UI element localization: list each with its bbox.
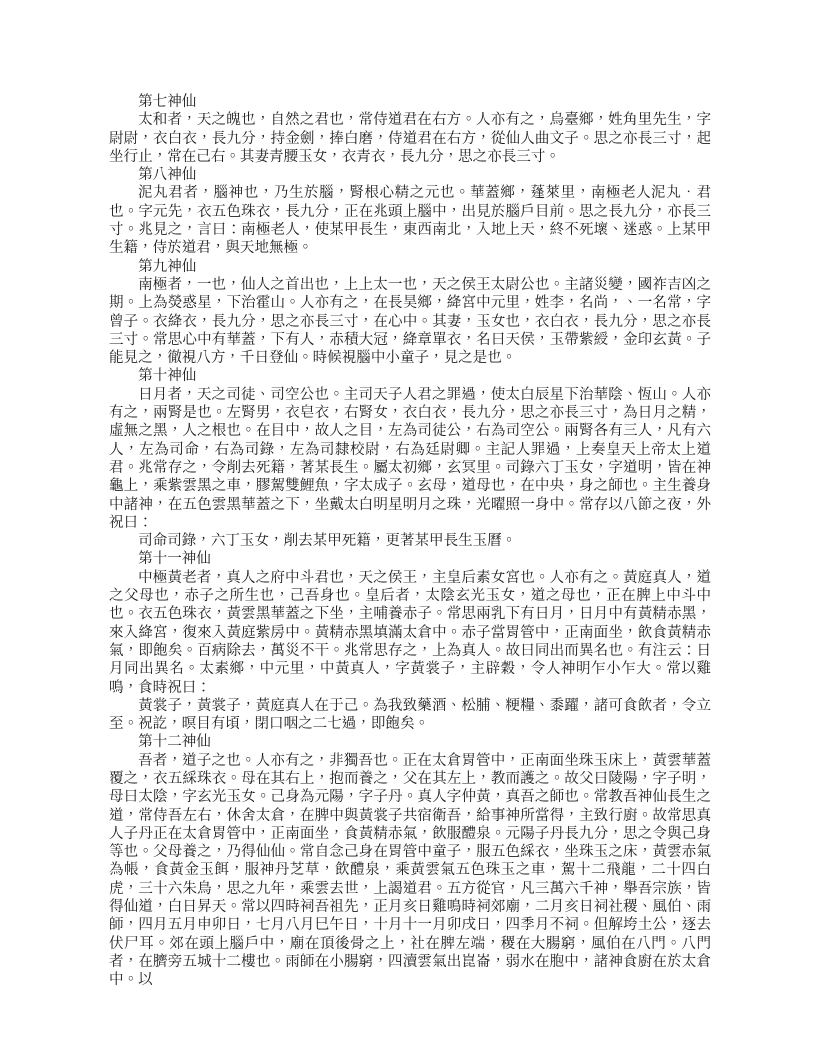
section-heading: 第八神仙 [138,167,197,184]
section-heading: 第七神仙 [138,94,197,110]
paragraph: 泥丸君者，腦神也，乃生於腦，腎根心精之元也。華蓋鄉，蓬萊里，南極老人泥丸．君也。字元先，衣五色珠衣，長九分，正在兆頭上腦中，出見於腦戶目前。思之長九分，亦長三寸。兆見之，言曰：南極老人，使某甲長生，東西南北，入地上天，終不死壞、迷惑。上某甲生籍，侍於道君，與天地無極。 [109,185,711,257]
paragraph: 日月者，天之司徒、司空公也。主司天子人君之罪過，使太白辰星下治華陰、恆山。人亦有之，兩腎是也。左腎男，衣皂衣，右腎女，衣白衣，長九分，思之亦長三寸，為日月之精，虛無之黑，人之根也。在目中，故人之目，左為司徒公，右為司空公。兩腎各有三人，凡有六人，左為司命，右為司錄，左為司隸校尉，右為廷尉卿。主記人罪過，上奏皇天上帝太上道君。兆常存之，令削去死籍，著某長生。屬太初鄉，玄冥里。司錄六丁玉女，字道明，皆在神龜上，乘紫雲黑之車，膠駕雙鯉魚，字太成子。玄母，道母也，在中央，身之師也。主生養身中諸神，在五色雲黑華蓋之下，坐戴太白明星明月之珠，光曜照一身中。常存以八節之夜，外祝曰： [109,386,711,531]
paragraph: 司命司錄，六丁玉女，削去某甲死籍，更著某甲長生玉曆。 [138,533,517,550]
paragraph: 南極者，一也，仙人之首出也，上上太一也，天之侯王太尉公也。主諸災變，國祚吉凶之期。上為熒惑星，下治霍山。人亦有之，在長昊鄉，絳宮中元里，姓李，名尚，、一名常，字曾子。衣絳衣，長九分，思之亦長三寸，在心中。其妻，玉女也，衣白衣，長九分，思之亦長三寸。常思心中有華蓋，下有人，赤積大冠，絳章單衣，名曰天侯，玉帶紫綬，金印玄黃。子能見之，徹視八方，千日登仙。時候視腦中小童子，見之是也。 [109,276,711,367]
section [109,93,711,166]
section-heading: 第十一神仙 [138,551,211,568]
section [109,733,711,989]
paragraph: 中極黃老者，真人之府中斗君也，天之侯王，主皇后素女宮也。人亦有之。黃庭真人，道之父母也，赤子之所生也，己吾身也。皇后者，太陰玄光玉女，道之母也，正在脾上中斗中也。衣五色珠衣，黃雲黑華蓋之下坐，主哺養赤子。常思兩乳下有日月，日月中有黃精赤黑，來入絳宮，復來入黃庭紫房中。黃精赤黑填滿太倉中。赤子當胃管中，正南面坐，飲食黃精赤氣，即飽矣。百病除去，萬災不干。兆常思存之，上為真人。故曰同出而異名也。有注云：日月同出異名。太素鄉，中元里，中黃真人，字黃裳子，主辟穀，令人神明乍小乍大。常以雞鳴，食時祝曰： [109,569,711,696]
section [109,166,711,257]
section-heading: 第十二神仙 [138,734,211,751]
paragraph: 吾者，道子之也。人亦有之，非獨吾也。正在太倉胃管中，正南面坐珠玉床上，黃雲華蓋覆之，衣五綵珠衣。母在其右上，抱而養之，父在其左上，教而護之。故父曰陵陽，字子明，母曰太陰，字玄光玉女。己身為元陽，字子丹。真人字仲黃，真吾之師也。常教吾神仙長生之道，常侍吾左右，休舍太倉，在脾中與黃裳子共宿衛吾，給事神所當得，主致行廚。故常思真人子丹正在太倉胃管中，正南面坐，食黃精赤氣，飲服醴泉。元陽子丹長九分，思之令與己身等也。父母養之，乃得仙仙。常自念己身在胃管中童子，服五色綵衣，坐珠玉之床，黃雲赤氣為帳，食黃金玉餌，服神丹芝草，飲醴泉，乘黃雲氣五色珠玉之車，駕十二飛龍，二十四白虎，三十六朱鳥，思之九年，乘雲去世，上謁道君。五方從官，凡三萬六千神，舉吾宗族，皆得仙道，白日昇天。常以四時祠吾祖先，正月亥日雞鳴時祠郊廟，二月亥日祠社稷、風伯、雨師，四月五月申卯日，七月八月巳午日，十月十一月卯戌日，四季月不祠。但解垮土公，逐去伏尸耳。郊在頭上腦戶中，廟在頂後骨之上，社在脾左端，稷在大腸窮，風伯在八門。八門者，在臍旁五城十二樓也。雨師在小腸窮，四瀆雲氣出崑崙，弱水在胞中，諸神食廚在於太倉中。以 [109,752,711,989]
section-heading: 第九神仙 [138,258,197,275]
paragraph: 黃裳子，黃裳子，黃庭真人在于己。為我致藥酒、松脯、粳糧、黍躍，諸可食飲者，令立至。祝訖，暝目有頃，閉口咽之二七過，即飽矣。 [109,697,711,733]
section [109,550,711,733]
paragraph: 太和者，天之魄也，自然之君也，常侍道君在右方。人亦有之，烏臺鄉，姓角里先生，字尉尉，衣白衣，長九分，持金劍，捧白磨，侍道君在右方，從仙人曲文子。思之亦長三寸，起坐行止，常在己右。其妻青腰玉女，衣青衣，長九分，思之亦長三寸。 [109,112,711,165]
section [109,258,711,368]
document-page [109,93,711,990]
section [109,367,711,550]
section-heading: 第十神仙 [138,368,197,385]
